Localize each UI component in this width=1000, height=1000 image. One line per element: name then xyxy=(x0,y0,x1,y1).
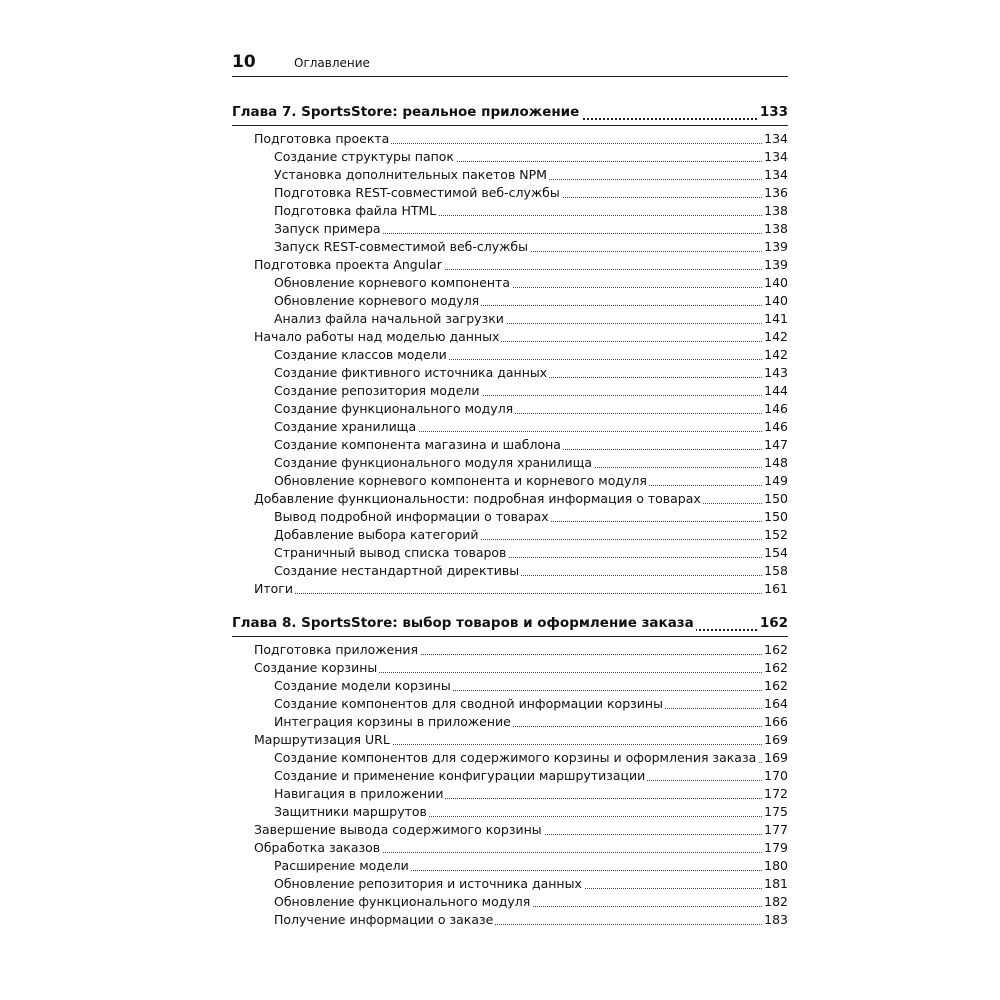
toc-entry-page: 134 xyxy=(764,167,788,182)
toc-entry-page: 142 xyxy=(764,347,788,362)
toc-entry xyxy=(232,893,788,911)
toc-entry-page: 141 xyxy=(764,311,788,326)
toc-entry xyxy=(232,731,788,749)
toc-chapter-entry xyxy=(232,101,788,126)
toc-entry xyxy=(232,364,788,382)
toc-entry-page: 170 xyxy=(764,768,788,783)
toc-entry xyxy=(232,677,788,695)
toc-entry-title: Вывод подробной информации о товарах xyxy=(274,509,549,524)
dot-leader xyxy=(254,593,788,594)
toc-entry xyxy=(232,274,788,292)
toc-entry-page: 139 xyxy=(764,257,788,272)
toc-entry xyxy=(232,490,788,508)
toc-entry-page: 144 xyxy=(764,383,788,398)
toc-entry-page: 146 xyxy=(764,401,788,416)
toc-entry xyxy=(232,130,788,148)
toc-entry-title: Добавление выбора категорий xyxy=(274,527,479,542)
toc-entry-page: 180 xyxy=(764,858,788,873)
toc-entry xyxy=(232,580,788,598)
toc-entry xyxy=(232,184,788,202)
toc-entry-page: 182 xyxy=(764,894,788,909)
toc-entry-title: Запуск REST-совместимой веб-службы xyxy=(274,239,528,254)
toc-entry xyxy=(232,292,788,310)
toc-entry-page: 140 xyxy=(764,293,788,308)
toc-entry-title: Подготовка проекта Angular xyxy=(254,257,442,272)
toc-entry-page: 179 xyxy=(764,840,788,855)
toc-entry-title: Создание функционального модуля xyxy=(274,401,514,416)
toc-entry xyxy=(232,202,788,220)
toc-entry-page: 162 xyxy=(764,642,788,657)
toc-entry-title: Создание нестандартной директивы xyxy=(274,563,520,578)
page-number: 10 xyxy=(232,52,256,72)
toc-entry-page: 143 xyxy=(764,365,788,380)
toc-entry xyxy=(232,767,788,785)
toc-entry xyxy=(232,418,788,436)
toc-entry-title: Глава 7. SportsStore: реальное приложение xyxy=(232,104,580,120)
toc-entry-page: 154 xyxy=(764,545,788,560)
toc-entry-page: 142 xyxy=(764,329,788,344)
toc-entry-page: 158 xyxy=(764,563,788,578)
toc-entry-page: 150 xyxy=(764,509,788,524)
toc-entry-page: 146 xyxy=(764,419,788,434)
toc-entry-page: 149 xyxy=(764,473,788,488)
toc-entry-title: Создание модели корзины xyxy=(274,678,451,693)
toc-entry-page: 175 xyxy=(764,804,788,819)
toc-entry-title: Установка дополнительных пакетов NPM xyxy=(274,167,547,182)
toc-entry-page: 162 xyxy=(764,660,788,675)
toc-entry xyxy=(232,659,788,677)
toc-entry-title: Глава 8. SportsStore: выбор товаров и оформление заказа xyxy=(232,615,694,631)
toc-entry-title: Создание функционального модуля хранилища xyxy=(274,455,593,470)
toc-entry xyxy=(232,749,788,767)
toc-entry-title: Создание фиктивного источника данных xyxy=(274,365,548,380)
toc-entry xyxy=(232,328,788,346)
toc-entry-page: 183 xyxy=(764,912,788,927)
toc-entry-page: 147 xyxy=(764,437,788,452)
toc-entry-title: Подготовка проекта xyxy=(254,131,390,146)
toc-entry xyxy=(232,346,788,364)
toc-entry-page: 134 xyxy=(764,131,788,146)
toc-entry-page: 169 xyxy=(764,750,788,765)
toc-entry-title: Итоги xyxy=(254,581,293,596)
toc-entry-title: Подготовка REST-совместимой веб-службы xyxy=(274,185,560,200)
toc-chapter-entry xyxy=(232,612,788,637)
toc-entry xyxy=(232,785,788,803)
toc-entry-title: Создание структуры папок xyxy=(274,149,454,164)
toc-entry-title: Обработка заказов xyxy=(254,840,381,855)
toc-entry-title: Маршрутизация URL xyxy=(254,732,390,747)
toc-entry xyxy=(232,148,788,166)
toc-entry-page: 134 xyxy=(764,149,788,164)
chapter-gap xyxy=(232,598,788,612)
toc-entry-title: Добавление функциональности: подробная информация о товарах xyxy=(254,491,701,506)
toc-entry-title: Создание классов модели xyxy=(274,347,447,362)
toc-entry-page: 172 xyxy=(764,786,788,801)
toc-entry-title: Интеграция корзины в приложение xyxy=(274,714,511,729)
toc-entry xyxy=(232,472,788,490)
toc-entry xyxy=(232,713,788,731)
toc-entry-title: Анализ файла начальной загрузки xyxy=(274,311,504,326)
toc-entry-page: 181 xyxy=(764,876,788,891)
toc-entry-title: Создание хранилища xyxy=(274,419,417,434)
toc-entry-page: 162 xyxy=(764,678,788,693)
toc-entry xyxy=(232,803,788,821)
toc-entry-page: 138 xyxy=(764,221,788,236)
toc-entry-page: 140 xyxy=(764,275,788,290)
toc-entry xyxy=(232,400,788,418)
toc-entry xyxy=(232,256,788,274)
toc-entry xyxy=(232,641,788,659)
toc-entry xyxy=(232,562,788,580)
toc-entry-title: Страничный вывод списка товаров xyxy=(274,545,507,560)
toc-entry-title: Получение информации о заказе xyxy=(274,912,494,927)
toc-entry xyxy=(232,310,788,328)
toc-entry-title: Подготовка приложения xyxy=(254,642,419,657)
toc-entry-title: Начало работы над моделью данных xyxy=(254,329,500,344)
toc-entry-page: 148 xyxy=(764,455,788,470)
toc-entry xyxy=(232,695,788,713)
toc-entry-page: 150 xyxy=(764,491,788,506)
toc-entry xyxy=(232,382,788,400)
toc-entry xyxy=(232,526,788,544)
toc-entry-page: 169 xyxy=(764,732,788,747)
toc-entry-page: 177 xyxy=(764,822,788,837)
toc-entry-page: 138 xyxy=(764,203,788,218)
toc-entry-title: Создание компонентов для содержимого корзины и оформления заказа xyxy=(274,750,757,765)
toc-entry xyxy=(232,857,788,875)
toc-entry xyxy=(232,821,788,839)
toc-entry-title: Обновление функционального модуля xyxy=(274,894,531,909)
table-of-contents xyxy=(232,101,788,929)
toc-entry-title: Создание и применение конфигурации маршрутизации xyxy=(274,768,646,783)
page-header xyxy=(232,50,788,77)
toc-entry-title: Обновление корневого компонента xyxy=(274,275,510,290)
toc-entry xyxy=(232,544,788,562)
toc-entry-title: Подготовка файла HTML xyxy=(274,203,437,218)
toc-entry-title: Обновление корневого модуля xyxy=(274,293,480,308)
toc-entry xyxy=(232,166,788,184)
running-title: Оглавление xyxy=(294,56,370,70)
toc-entry xyxy=(232,875,788,893)
toc-entry-title: Создание репозитория модели xyxy=(274,383,480,398)
toc-entry-page: 162 xyxy=(759,615,788,631)
toc-entry-title: Создание компонента магазина и шаблона xyxy=(274,437,561,452)
toc-entry-title: Создание корзины xyxy=(254,660,378,675)
toc-entry xyxy=(232,508,788,526)
toc-entry-page: 136 xyxy=(764,185,788,200)
toc-entry-page: 164 xyxy=(764,696,788,711)
toc-entry-title: Навигация в приложении xyxy=(274,786,444,801)
toc-entry-title: Создание компонентов для сводной информации корзины xyxy=(274,696,663,711)
toc-entry xyxy=(232,454,788,472)
toc-entry-title: Расширение модели xyxy=(274,858,409,873)
toc-entry-page: 133 xyxy=(759,104,788,120)
toc-entry xyxy=(232,220,788,238)
toc-entry xyxy=(232,436,788,454)
toc-entry-title: Обновление репозитория и источника данных xyxy=(274,876,582,891)
toc-entry-title: Завершение вывода содержимого корзины xyxy=(254,822,542,837)
toc-entry-title: Запуск примера xyxy=(274,221,381,236)
toc-entry-page: 166 xyxy=(764,714,788,729)
toc-entry xyxy=(232,839,788,857)
toc-entry xyxy=(232,911,788,929)
toc-entry xyxy=(232,238,788,256)
toc-entry-page: 139 xyxy=(764,239,788,254)
toc-entry-title: Защитники маршрутов xyxy=(274,804,427,819)
toc-entry-title: Обновление корневого компонента и корневого модуля xyxy=(274,473,647,488)
toc-entry-page: 161 xyxy=(764,581,788,596)
toc-entry-page: 152 xyxy=(764,527,788,542)
